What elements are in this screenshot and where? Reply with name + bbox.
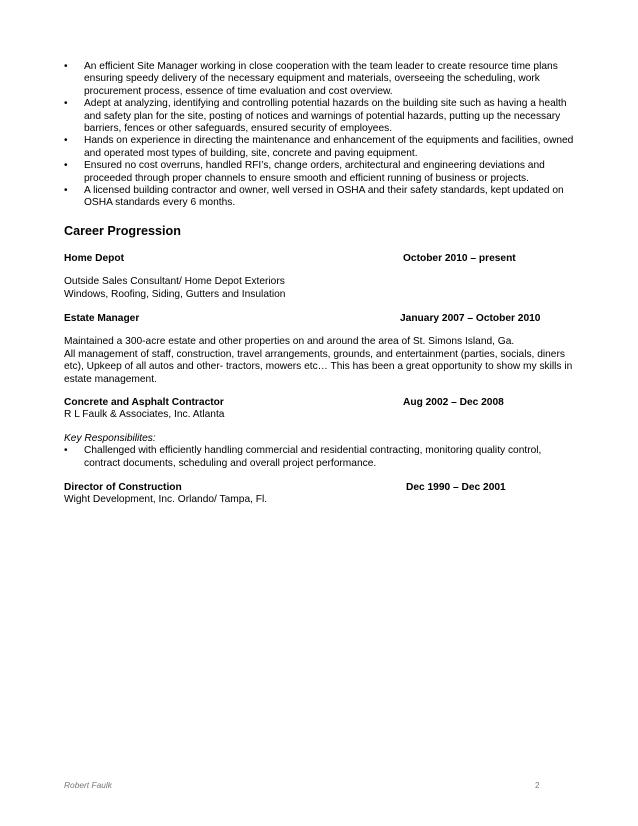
summary-bullet-list <box>64 61 574 210</box>
footer-author-name: Robert Faulk <box>64 780 112 790</box>
summary-bullet-item <box>64 61 574 98</box>
summary-bullet-text: Adept at analyzing, identifying and controlling potential hazards on the building site such as having a health and safety plan for the site, posting of notices and warnings of potential hazards, putting up the necessary barriers, fences or other safeguards, ensured security of employees. <box>84 98 567 135</box>
job-header <box>64 313 574 325</box>
bullet-icon: • <box>64 61 68 72</box>
job-dates: Dec 1990 – Dec 2001 <box>406 482 506 493</box>
job-entry-home-depot <box>64 253 574 301</box>
summary-bullet-item <box>64 135 574 160</box>
job-employer: R L Faulk & Associates, Inc. Atlanta <box>64 409 225 421</box>
job-description: All management of staff, construction, travel arrangements, grounds, and entertainment (parties, socials, diners etc), Upkeep of all autos and other- tractors, mowers etc… This has been a great opportunity to show my skills in estate management. <box>64 348 573 385</box>
job-entry-concrete-asphalt <box>64 397 574 470</box>
responsibility-bullet-text: Challenged with efficiently handling commercial and residential contracting, monitoring quality control, contract documents, scheduling and overall project performance. <box>84 445 542 469</box>
summary-bullet-item <box>64 98 574 135</box>
responsibilities-label: Key Responsibilites: <box>64 432 156 444</box>
job-header <box>64 397 574 409</box>
job-entry-estate-manager <box>64 313 574 386</box>
summary-bullet-item <box>64 160 574 185</box>
job-dates: October 2010 – present <box>403 253 516 264</box>
job-dates: January 2007 – October 2010 <box>400 313 541 324</box>
job-company: Home Depot <box>64 253 124 264</box>
job-role: Outside Sales Consultant/ Home Depot Exteriors <box>64 276 285 288</box>
job-company: Estate Manager <box>64 313 140 324</box>
summary-bullet-text: Ensured no cost overruns, handled RFI’s, change orders, architectural and engineering deviations and proceeded through proper channels to ensure smooth and efficient running of business or projects. <box>84 160 545 184</box>
responsibility-bullet-list <box>64 445 564 470</box>
summary-bullet-text: A licensed building contractor and owner, well versed in OSHA and their safety standards, kept updated on OSHA standards every 6 months. <box>84 185 564 209</box>
summary-bullet-item <box>64 185 574 210</box>
job-header <box>64 253 574 265</box>
responsibility-bullet-item <box>64 445 564 470</box>
bullet-icon: • <box>64 160 68 172</box>
job-description: Maintained a 300-acre estate and other properties on and around the area of St. Simons Island, Ga. <box>64 336 515 348</box>
job-company: Concrete and Asphalt Contractor <box>64 397 224 408</box>
bullet-icon: • <box>64 445 68 457</box>
footer-page-number: 2 <box>535 780 540 790</box>
summary-bullet-text: An efficient Site Manager working in close cooperation with the team leader to create resource time plans ensuring speedy delivery of the necessary equipment and materials, overseeing the scheduling, work procurement process, essence of time evaluation and cost overview. <box>84 61 558 97</box>
job-entry-director-construction <box>64 482 574 507</box>
bullet-icon: • <box>64 185 68 197</box>
job-dates: Aug 2002 – Dec 2008 <box>403 397 504 408</box>
section-title-career-progression: Career Progression <box>64 224 181 238</box>
job-header <box>64 482 574 494</box>
summary-bullet-text: Hands on experience in directing the maintenance and enhancement of the equipments and facilities, owned and operated most types of building, site, concrete and paving equipment. <box>84 135 574 159</box>
job-company: Director of Construction <box>64 482 182 493</box>
job-description: Windows, Roofing, Siding, Gutters and Insulation <box>64 288 286 300</box>
bullet-icon: • <box>64 135 68 147</box>
job-employer: Wight Development, Inc. Orlando/ Tampa, Fl. <box>64 494 268 506</box>
bullet-icon: • <box>64 98 68 110</box>
